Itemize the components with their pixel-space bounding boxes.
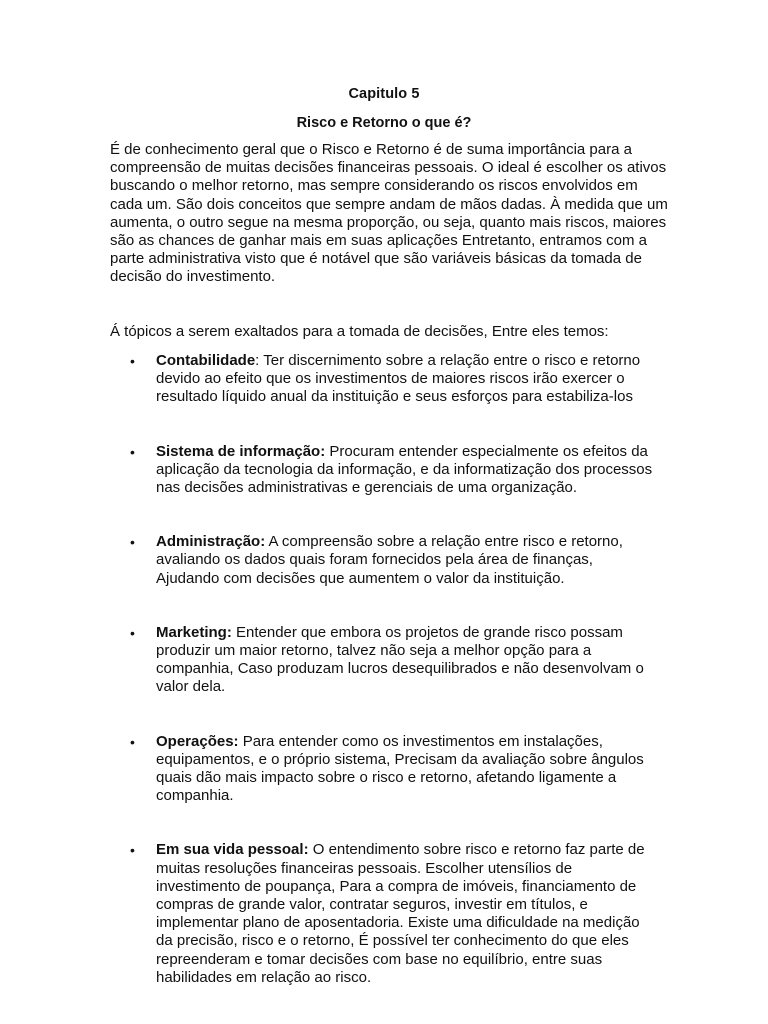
topic-name: Administração: [156,533,266,551]
chapter-heading: Capitulo 5 [348,86,420,102]
bullet-icon: • [130,534,135,551]
bullet-icon: • [130,624,135,641]
topic-item-contabilidade [0,352,656,407]
topic-text: Entender que embora os projetos de grande risco possam produzir um maior retorno, talvez não seja a melhor opção para a companhia, Caso produzam lucros desequilibrados e não desenvolvam o valor dela. [156,623,644,696]
topic-text: Para entender como os investimentos em instalações, equipamentos, e o próprio sistema, Precisam da avaliação sobre ângulos quais dão mais impacto sobre o risco e retorno, afetando ligamente a companhia. [156,732,644,805]
topics-list [0,352,768,1023]
topic-name: Em sua vida pessoal: [156,841,309,859]
topic-item-administracao [0,533,656,588]
intro-paragraph: É de conhecimento geral que o Risco e Retorno é de suma importância para a compreensão de muitas decisões financeiras pessoais. O ideal é escolher os ativos buscando o melhor retorno, mas sempre considerando os riscos envolvidos em cada um. São dois conceitos que sempre andam de mãos dadas. À medida que um aumenta, o outro segue na mesma proporção, ou seja, quanto mais riscos, maiores são as chances de ganhar mais em suas aplicações Entretanto, entramos com a parte administrativa visto que é notável que são variáveis básicas da tomada de decisão do investimento. [110,141,668,286]
document-title: Risco e Retorno o que é? [296,115,472,131]
topic-name: Operações: [156,732,239,750]
topic-item-operacoes [0,733,656,806]
topic-item-vida-pessoal [0,841,656,987]
topic-name: Contabilidade [156,352,256,369]
topic-text: O entendimento sobre risco e retorno faz parte de muitas resoluções financeiras pessoais. Escolher utensílios de investimento de poupança, Para a compra de imóveis, financiamento de compras de grande valor, contratar seguros, investir em títulos, e implementar plano de aposentadoria. Existe uma dificuldade na medição da precisão, risco e o retorno, É possível ter conhecimento do que eles repreenderam e tomar decisões com base no equilíbrio, entre suas habilidades em relação ao risco. [156,841,645,986]
topic-item-marketing [0,624,656,697]
topics-lead-paragraph: Á tópicos a serem exaltados para a tomada de decisões, Entre eles temos: [110,323,609,340]
bullet-icon: • [130,353,135,369]
topic-text: Procuram entender especialmente os efeitos da aplicação da tecnologia da informação, e da informatização dos processos nas decisões administrativas e gerenciais de uma organização. [156,442,653,497]
bullet-icon: • [130,443,135,460]
topic-name: Marketing: [156,623,232,641]
bullet-icon: • [130,842,135,859]
bullet-icon: • [130,733,135,750]
topic-text: A compreensão sobre a relação entre risco e retorno, avaliando os dados quais foram fornecidos pela área de finanças, Ajudando com decisões que aumentem o valor da instituição. [156,533,623,587]
topic-text: : Ter discernimento sobre a relação entre o risco e retorno devido ao efeito que os investimentos de maiores riscos irão exercer o resultado líquido anual da instituição e seus esforços para estabiliza-los [156,352,641,406]
topic-item-sistema-de-informacao [0,443,656,498]
topic-name: Sistema de informação: [156,442,326,460]
